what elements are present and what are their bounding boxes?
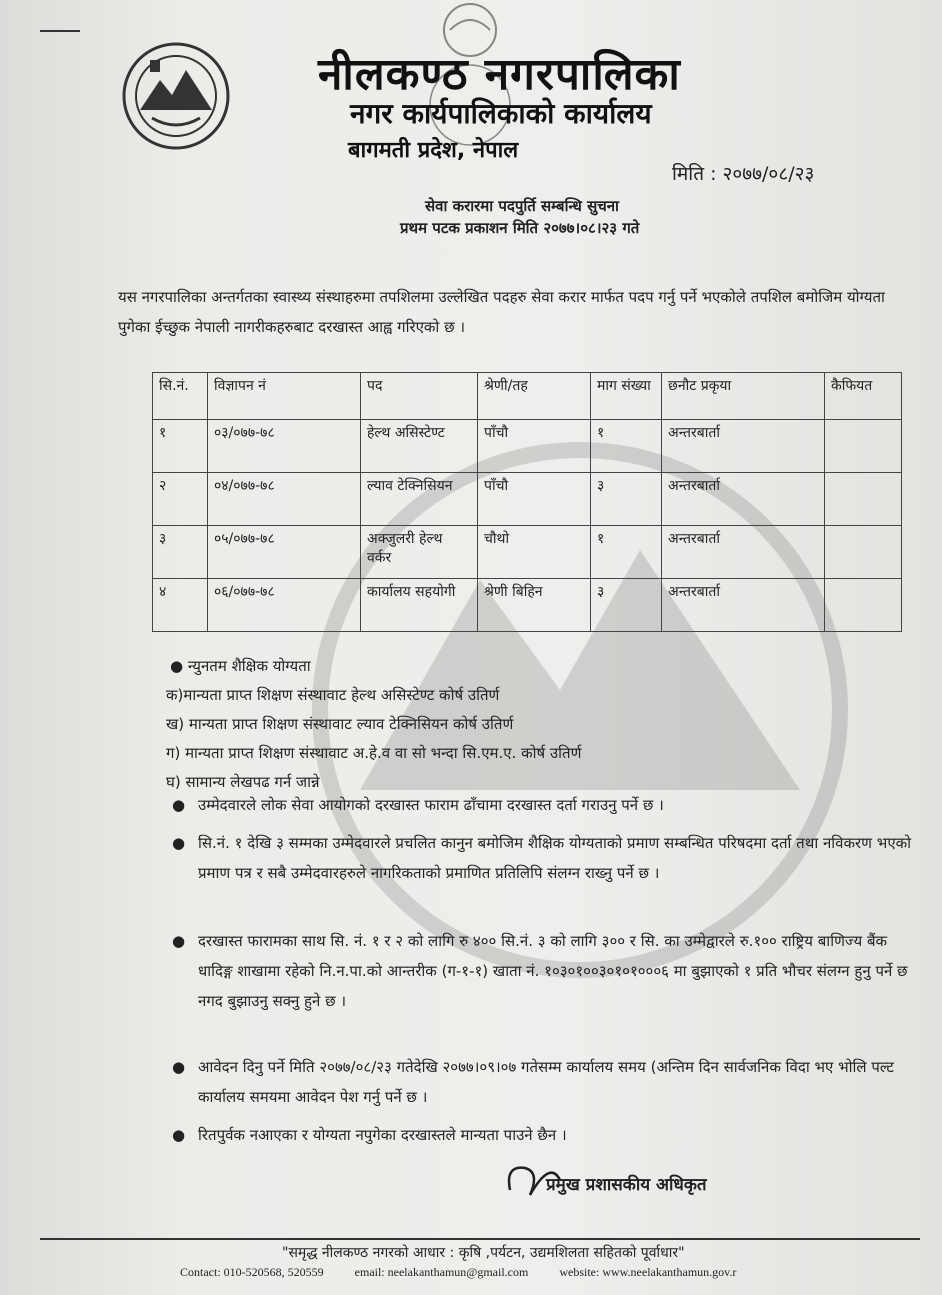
qualification-item: घ) सामान्य लेखपढ गर्न जान्ने — [166, 773, 320, 791]
bullet-dot: ● — [172, 1058, 186, 1076]
publication-date: प्रथम पटक प्रकाशन मिति २०७७।०८।२३ गते — [400, 219, 640, 237]
contact-email: email: neelakanthamun@gmail.com — [354, 1265, 529, 1279]
office-subtitle: नगर कार्यपालिकाको कार्यालय — [350, 97, 652, 130]
col-header: श्रेणी/तह — [478, 373, 591, 420]
table-cell: १ — [591, 420, 662, 473]
bullet-dot: ● — [172, 796, 186, 814]
table-cell: २ — [153, 473, 208, 526]
table-cell: हेल्थ असिस्टेण्ट — [361, 420, 478, 473]
bullet-dot: ● — [172, 834, 186, 852]
qualifications-section — [166, 652, 890, 797]
bullet-text: दरखास्त फारामका साथ सि. नं. १ र २ को लागि रु ४०० सि.नं. ३ को लागि ३०० र सि. का उम्मेद्वारले रु.१०० राष्ट्रिय बाणिज्य बैंक धादिङ्ग शाखामा रहेको नि.न.पा.को आन्तरीक (ग-१-१) खाता नं. १०३०१००३०१०१०००६ मा बुझाएको १ प्रति भौचर संलग्न हुनु पर्ने छ नगद बुझाउनु सक्नु हुने छ । — [198, 932, 908, 1010]
table-cell: ०५/०७७-७८ — [208, 526, 361, 579]
table-cell: ४ — [153, 579, 208, 632]
col-header: विज्ञापन नं — [208, 373, 361, 420]
qualification-item: ख) मान्यता प्राप्त शिक्षण संस्थावाट ल्याव टेक्निसियन कोर्ष उतिर्ण — [166, 715, 514, 733]
col-header: सि.नं. — [153, 373, 208, 420]
table-header-row — [153, 373, 902, 420]
bullet-dot: ● — [172, 1126, 186, 1144]
table-cell: ल्याव टेक्निसियन — [361, 473, 478, 526]
qualifications-heading-text: न्युनतम शैक्षिक योग्यता — [187, 657, 311, 675]
notice-date: मिति : २०७७/०८/२३ — [672, 163, 815, 185]
table-cell: ३ — [153, 526, 208, 579]
bullet-item — [172, 926, 912, 1016]
col-header: पद — [361, 373, 478, 420]
table-cell: पाँचौ — [478, 420, 591, 473]
col-header: छनौट प्रकृया — [662, 373, 825, 420]
intro-paragraph: यस नगरपालिका अन्तर्गतका स्वास्थ्य संस्थाहरुमा तपशिलमा उल्लेखित पदहरु सेवा करार मार्फत पदप गर्नु पर्ने भएकोले तपशिल बमोजिम योग्यता पुगेका ईच्छुक नेपाली नागरीकहरुबाट दरखास्त आह्व गरिएको छ । — [118, 288, 885, 336]
col-header: माग संख्या — [591, 373, 662, 420]
qualifications-heading: ● न्युनतम शैक्षिक योग्यता — [170, 657, 311, 675]
qualification-item: क)मान्यता प्राप्त शिक्षण संस्थावाट हेल्थ असिस्टेण्ट कोर्ष उतिर्ण — [166, 686, 500, 704]
bullet-text: सि.नं. १ देखि ३ सम्मका उम्मेदवारले प्रचलित कानुन बमोजिम शैक्षिक योग्यताको प्रमाण सम्बन्धित परिषदमा दर्ता तथा नविकरण भएको प्रमाण पत्र र सबै उम्मेदवारहरुले नागरिकताको प्रमाणित प्रतिलिपि संलग्न राख्नु पर्ने छ । — [198, 834, 912, 882]
bullet-text: उम्मेदवारले लोक सेवा आयोगको दरखास्त फाराम ढाँचामा दरखास्त दर्ता गराउनु पर्ने छ । — [198, 796, 664, 814]
notice-title: सेवा करारमा पदपुर्ति सम्बन्धि सुचना — [425, 197, 619, 215]
table-cell: अन्तरबार्ता — [662, 420, 825, 473]
table-cell: श्रेणी बिहिन — [478, 579, 591, 632]
table-cell: १ — [591, 526, 662, 579]
table-cell: ०४/०७७-७८ — [208, 473, 361, 526]
municipality-title: नीलकण्ठ नगरपालिका — [318, 49, 681, 100]
table-cell: अन्तरबार्ता — [662, 579, 825, 632]
table-cell: अन्तरबार्ता — [662, 526, 825, 579]
vacancy-table — [152, 372, 902, 632]
bullet-text: रितपुर्वक नआएका र योग्यता नपुगेका दरखास्तले मान्यता पाउने छैन । — [198, 1126, 567, 1144]
contact-phone: Contact: 010-520568, 520559 — [180, 1265, 324, 1279]
col-header: कैफियत — [825, 373, 902, 420]
table-cell: ३ — [591, 579, 662, 632]
table-row — [153, 420, 902, 473]
signatory-title: प्रमुख प्रशासकीय अधिकृत — [546, 1175, 707, 1195]
table-row — [153, 579, 902, 632]
address: बागमती प्रदेश, नेपाल — [348, 138, 519, 163]
bullet-dot: ● — [172, 932, 186, 950]
table-cell: अन्तरबार्ता — [662, 473, 825, 526]
footer-rule — [40, 1238, 920, 1240]
bullet-text: आवेदन दिनु पर्ने मिति २०७७/०८/२३ गतेदेखि २०७७।०९।०७ गतेसम्म कार्यालय समय (अन्तिम दिन सार्वजनिक विदा भए भोलि पल्ट कार्यालय समयमा आवेदन पेश गर्नु पर्ने छ । — [198, 1058, 894, 1106]
table-cell — [825, 579, 902, 632]
table-cell: १ — [153, 420, 208, 473]
table-cell: ०३/०७७-७८ — [208, 420, 361, 473]
bullet-item — [172, 1120, 912, 1150]
table-cell: पाँचौ — [478, 473, 591, 526]
table-cell: ३ — [591, 473, 662, 526]
table-cell: चौथो — [478, 526, 591, 579]
table-cell — [825, 473, 902, 526]
footer-motto: "समृद्ध नीलकण्ठ नगरको आधार : कृषि ,पर्यटन, उद्यमशिलता सहितको पूर्वाधार" — [282, 1245, 685, 1261]
table-cell: अक्जुलरी हेल्थ वर्कर — [361, 526, 478, 579]
bullet-item — [172, 790, 912, 820]
table-row — [153, 526, 902, 579]
nepal-emblem-logo — [120, 40, 232, 152]
table-cell: ०६/०७७-७८ — [208, 579, 361, 632]
footer-contact — [180, 1265, 920, 1280]
bullet-item — [172, 1052, 912, 1112]
table-cell — [825, 420, 902, 473]
table-cell — [825, 526, 902, 579]
contact-website: website: www.neelakanthamun.gov.r — [559, 1265, 737, 1279]
table-cell: कार्यालय सहयोगी — [361, 579, 478, 632]
corner-mark — [40, 30, 80, 32]
bullet-item — [172, 828, 912, 888]
table-row — [153, 473, 902, 526]
qualification-item: ग) मान्यता प्राप्त शिक्षण संस्थावाट अ.हे.व वा सो भन्दा सि.एम.ए. कोर्ष उतिर्ण — [166, 744, 582, 762]
